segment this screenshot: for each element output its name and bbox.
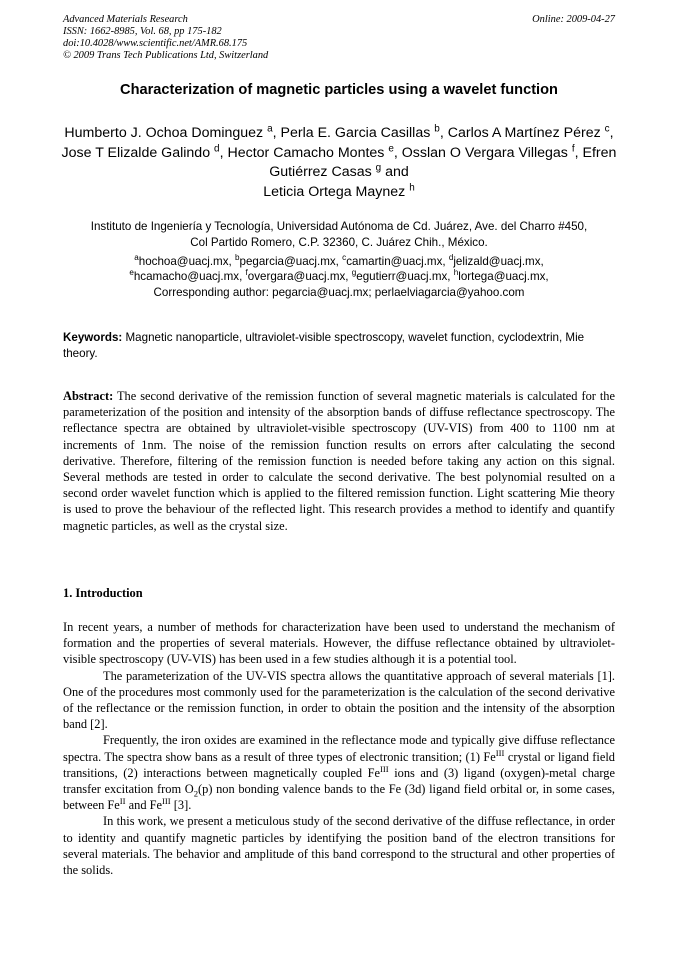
section-body [63, 619, 615, 878]
email-mark: f [245, 268, 248, 278]
abstract-label: Abstract: [63, 389, 114, 403]
author-mark: h [409, 181, 415, 193]
journal-header [63, 14, 268, 62]
email-address[interactable]: hcamacho@uacj.mx, [133, 270, 243, 284]
paragraph [63, 732, 615, 813]
author-list: Humberto J. Ochoa Dominguez $^a$, Perla E. Garcia Casillas $^b$, Carlos A Martínez Pérez $^c$, Jose T Elizalde Galindo $^d$, Hector Camacho Montes $^e$, Osslan O Vergara Villegas $^f$, Efren Gutiérrez Casas $^g$ and Leticia Ortega Maynez $^h$ [61, 123, 617, 200]
author-name: Efren Gutiérrez Casas [269, 144, 617, 180]
email-mark: c [342, 253, 347, 263]
journal-name: Advanced Materials Research [63, 14, 188, 25]
corresponding-author: Corresponding author: pegarcia@uacj.mx; perlaelviagarcia@yahoo.com [153, 285, 525, 299]
email-mark: b [234, 253, 240, 263]
section-heading: 1. Introduction [63, 586, 143, 600]
email-address[interactable]: egutierr@uacj.mx, [356, 270, 451, 284]
author-mark: c [604, 123, 610, 135]
paragraph-text: ions and (3) ligand (oxygen)-metal charge transfer excitation from O [63, 765, 615, 797]
email-mark: g [351, 268, 357, 278]
affiliation-line: Instituto de Ingeniería y Tecnología, Universidad Autónoma de Cd. Juárez, Ave. del Charro #450, [90, 220, 588, 233]
email-address[interactable]: jelizald@uacj.mx, [453, 255, 544, 268]
author-name: Carlos A Martínez Pérez [447, 125, 601, 141]
author-mark: g [375, 162, 382, 174]
email-address[interactable]: pegarcia@uacj.mx, [239, 255, 339, 268]
affiliation-line: Col Partido Romero, C.P. 32360, C. Juárez Chih., México. [190, 235, 488, 249]
author-mark: e [388, 142, 394, 154]
keywords-label: Keywords: [63, 331, 123, 344]
online-date: Online: 2009-04-27 [532, 14, 615, 25]
author-name: Osslan O Vergara Villegas [401, 144, 568, 161]
journal-issn: ISSN: 1662-8985, Vol. 68, pp 175-182 [63, 26, 222, 37]
paper-title: Characterization of magnetic particles using a wavelet function [120, 82, 558, 98]
paragraph: In this work, we present a meticulous study of the second derivative of the diffuse reflectance, in order to identity and quantify magnetic particles by identifying the position band of the electron transitions for several materials. The behavior and amplitude of this band correspond to the structural and other properties of the solids. [63, 814, 615, 878]
email-list [60, 254, 618, 300]
journal-doi: doi:10.4028/www.scientific.net/AMR.68.175 [63, 38, 248, 49]
paragraph-text: Frequently, the iron oxides are examined in the reflectance mode and typically give diffuse reflectance spectra. The spectra show bans as a result of three types of electronic transition; (1) Fe [63, 733, 615, 764]
author-name: Humberto J. Ochoa Dominguez [64, 125, 264, 141]
journal-copyright: © 2009 Trans Tech Publications Ltd, Switzerland [63, 50, 269, 61]
author-mark: b [434, 123, 440, 135]
author-mark: d [214, 142, 220, 154]
email-mark: a [134, 253, 139, 263]
email-address[interactable]: camartin@uacj.mx, [346, 255, 446, 268]
email-address[interactable]: lortega@uacj.mx, [458, 270, 549, 284]
superscript: III [162, 796, 171, 807]
superscript: III [495, 747, 505, 758]
email-mark: e [129, 268, 134, 278]
keywords [63, 330, 615, 361]
paragraph-text: [3]. [170, 798, 192, 813]
paragraph-text: (p) non bonding valence bands to the Fe (3d) ligand field orbital or, in some cases, between Fe [63, 782, 615, 813]
paragraph: In recent years, a number of methods for characterization have been used to understand the mechanism of formation and the properties of several materials. However, the diffuse reflectance obtained by ultraviolet-visible spectroscopy (UV-VIS) has been used in a few studies although it is a potential tool. [63, 620, 615, 667]
author-name: Leticia Ortega Maynez [263, 183, 406, 200]
email-mark: d [448, 253, 454, 263]
superscript: II [119, 796, 126, 807]
email-address[interactable]: hochoa@uacj.mx, [138, 255, 232, 268]
author-mark: a [267, 123, 273, 135]
email-mark: h [453, 268, 459, 278]
paragraph-text: crystal or ligand field transitions, (2) interactions between magnetically coupled Fe [63, 749, 615, 780]
abstract [63, 388, 615, 534]
subscript: 2 [193, 788, 199, 799]
abstract-text: The second derivative of the remission function of several magnetic materials is calculated for the parameterization of the position and intensity of the absorption bands of diffuse reflectance spectroscopy. The reflectance spectra are obtained by ultraviolet-visible spectroscopy (UV-VIS) from 400 to 1100 nm at increments of 1nm. The noise of the remission function results on errors after calculating the second derivative. Therefore, filtering of the remission function is needed before taking any action on this signal. Several methods are tested in order to calculate the second derivative. The best polynomial resulted on a second order wavelet function which is applied to the filtered remission function. Light scattering Mie theory is used to prove the behaviour of the reflected light. This research provides a method to identify and quantify magnetic particles, as well as the crystal size. [63, 389, 615, 533]
affiliation [60, 219, 618, 250]
paragraph: The parameterization of the UV-VIS spectra allows the quantitative approach of several materials [1]. One of the procedures most commonly used for the parameterization is the calculation of the second derivative of the reflectance or the remission function, in order to obtain the position and the intensity of the absorption band [2]. [63, 668, 615, 732]
author-name: Jose T Elizalde Galindo [61, 144, 211, 161]
email-address[interactable]: overgara@uacj.mx, [247, 270, 349, 284]
superscript: III [380, 763, 389, 774]
author-mark: f [571, 142, 575, 154]
paragraph-text: and Fe [125, 798, 163, 813]
author-name: Hector Camacho Montes [227, 144, 385, 161]
keywords-text: Magnetic nanoparticle, ultraviolet-visible spectroscopy, wavelet function, cyclodextrin, Mie theory. [63, 331, 585, 360]
author-name: Perla E. Garcia Casillas [280, 125, 431, 141]
